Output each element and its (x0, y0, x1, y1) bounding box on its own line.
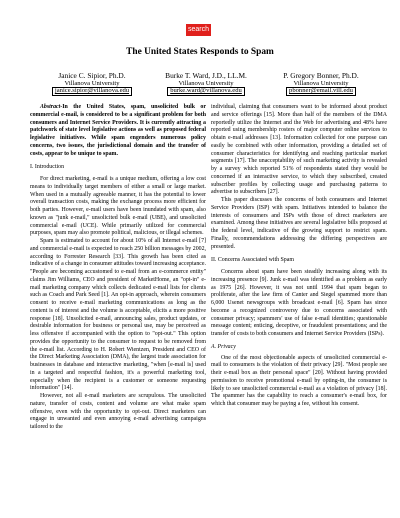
abstract-text: -In the United States, spam, unsolicited bulk or commercial e-mail, is considered to be a significant problem for both consumers and Internet Service Providers. It is currently attracting a patchwork of state level legislative actions as well as proposed federal legislative initiatives. While spam engenders numerous policy concerns, two issues, the jurisdictional domain and the transfer of costs, appear to be unique to spam. (30, 104, 206, 157)
author-email-link[interactable]: janice.sipior@villanova.edu (54, 87, 130, 95)
abstract (30, 104, 206, 158)
paper-title: The United States Responds to Spam (126, 47, 274, 57)
paragraph: One of the most objectionable aspects of unsolicited commercial e-mail to consumers is the violation of their privacy [29]. "Most people see their e-mail box as their personal space" [20]. Without having provided permission to receive promotional e-mail by opting-in, the consumer is likely to see unsolicited commercial e-mail as a violation of privacy [18]. The spammer has the capability to reach a consumer's e-mail box, for which that consumer may be paying a fee, without his consent. (211, 354, 387, 407)
author-1 (38, 72, 146, 96)
author-name: Burke T. Ward, J.D., LL.M. (165, 71, 247, 80)
author-2 (150, 72, 262, 96)
paragraph: Spam is estimated to account for about 10% of all Internet e-mail [7] and commercial e-mail is expected to reach 250 billion messages by 2002, according to Forrester Research [33]. This growth has been cited as indicative of a change in consumer attitudes toward increasing acceptance. "People are becoming accustomed to e-mail from an e-commerce entity" claims Jim Williams, CEO and president of MarketHome, an "opt-in" e-mail marketing company which collects dedicated e-mail lists for clients such as Coach and Park Seed [1]. An opt-in approach, wherein consumers consent to receive e-mail marketing communications as long as the content is of interest and the volume is acceptable, elicits a more positive response [18]. Unsolicited e-mail, announcing sales, product updates, or desirable information for business or personal use, may be perceived as less offensive if accompanied with the option to "opt-out." This option provides the opportunity to the consumer to request to be removed from the e-mail list. According to H. Robert Wientzen, President and CEO of the Direct Marketing Association (DMA), the largest trade association for businesses in database and interactive marketing, "when [e-mail is] used in a targeted and respectful fashion, it's a powerful marketing tool, especially when the recipient is a customer or someone requesting information" [14]. (30, 238, 206, 392)
left-column (30, 104, 206, 432)
author-email-link[interactable]: pbonner@email.vill.edu (289, 87, 353, 95)
author-affiliation: Villanova University (64, 79, 120, 87)
paragraph: However, not all e-mail marketers are scrupulous. The unsolicited nature, transfer of costs, content and volume are what make spam offensive, even with the opportunity to opt-out. Direct marketers can engage in unwanted and even annoying e-mail advertising campaigns tailored to the (30, 393, 206, 430)
author-email-link[interactable]: burke.ward@villanova.edu (170, 87, 242, 95)
right-column (211, 104, 387, 409)
search-button[interactable]: search (186, 24, 211, 36)
author-name: Janice C. Sipior, Ph.D. (58, 71, 126, 80)
subsection-heading-privacy: A. Privacy (211, 343, 236, 350)
author-affiliation: Villanova University (293, 79, 349, 87)
paragraph: For direct marketing, e-mail is a unique medium, offering a low cost means to individually target members of either a small or large market. When used in a mutually agreeable manner, it has the potential to lower overall transaction costs, making the exchange process more efficient for both parties. However, e-mail users have been inundated with spam, also known as "junk e-mail," unsolicited bulk e-mail (UBE), and unsolicited commercial e-mail (UCE). While primarily utilized for commercial purposes, spam may also promote political, malicious, or illegal schemes. (30, 176, 206, 237)
paragraph: individual, claiming that consumers want to be informed about product and service offerings [15]. More than half of the members of the DMA reportedly utilize the Internet and the Web for advertising and 48% have reported using membership rosters of major computer online services to obtain e-mail addresses [13]. Information collected for one purpose can easily be combined with other information, providing a detailed set of consumer characteristics for identifying and reaching particular market segments [17]. The unacceptability of such marketing activity is revealed by a survey which reported 51% of respondents stated they would be concerned if an interactive service, to which they subscribed, created subscriber profiles by collecting usage and purchasing patterns to advertise to subscribers [27]. (211, 104, 387, 196)
paragraph: Concerns about spam have been steadily increasing along with its increasing presence [9]. Junk e-mail was identified as a problem as early as 1975 [26]. However, it was not until 1994 that spam began to proliferate, after the law firm of Canter and Siegel spammed more than 6,000 Usenet newsgroups with broadcast e-mail [6]. Spam has since become a recognized controversy due to concerns associated with consumer privacy; spammers' use of false e-mail identities; questionable message content; enticing, deceptive, or fraudulent presentations; and the transfer of costs to both consumers and Internet Service Providers (ISPs). (211, 269, 387, 337)
section-heading-introduction: I. Introduction (30, 164, 65, 171)
author-name: P. Gregory Bonner, Ph.D. (283, 71, 359, 80)
section-heading-concerns: II. Concerns Associated with Spam (211, 257, 294, 264)
paragraph: This paper discusses the concerns of both consumers and Internet Service Providers (ISP) with spam. Initiatives intended to balance the interests of consumers and ISPs with those of direct marketers are examined. Among these initiatives are several legislative bills proposed at the federal level, indicative of the growing support to restrict spam. Finally, recommendations addressing the differing perspectives are presented. (211, 197, 387, 250)
abstract-lead: Abstract (40, 104, 61, 110)
author-3 (266, 72, 376, 96)
author-affiliation: Villanova University (178, 79, 234, 87)
